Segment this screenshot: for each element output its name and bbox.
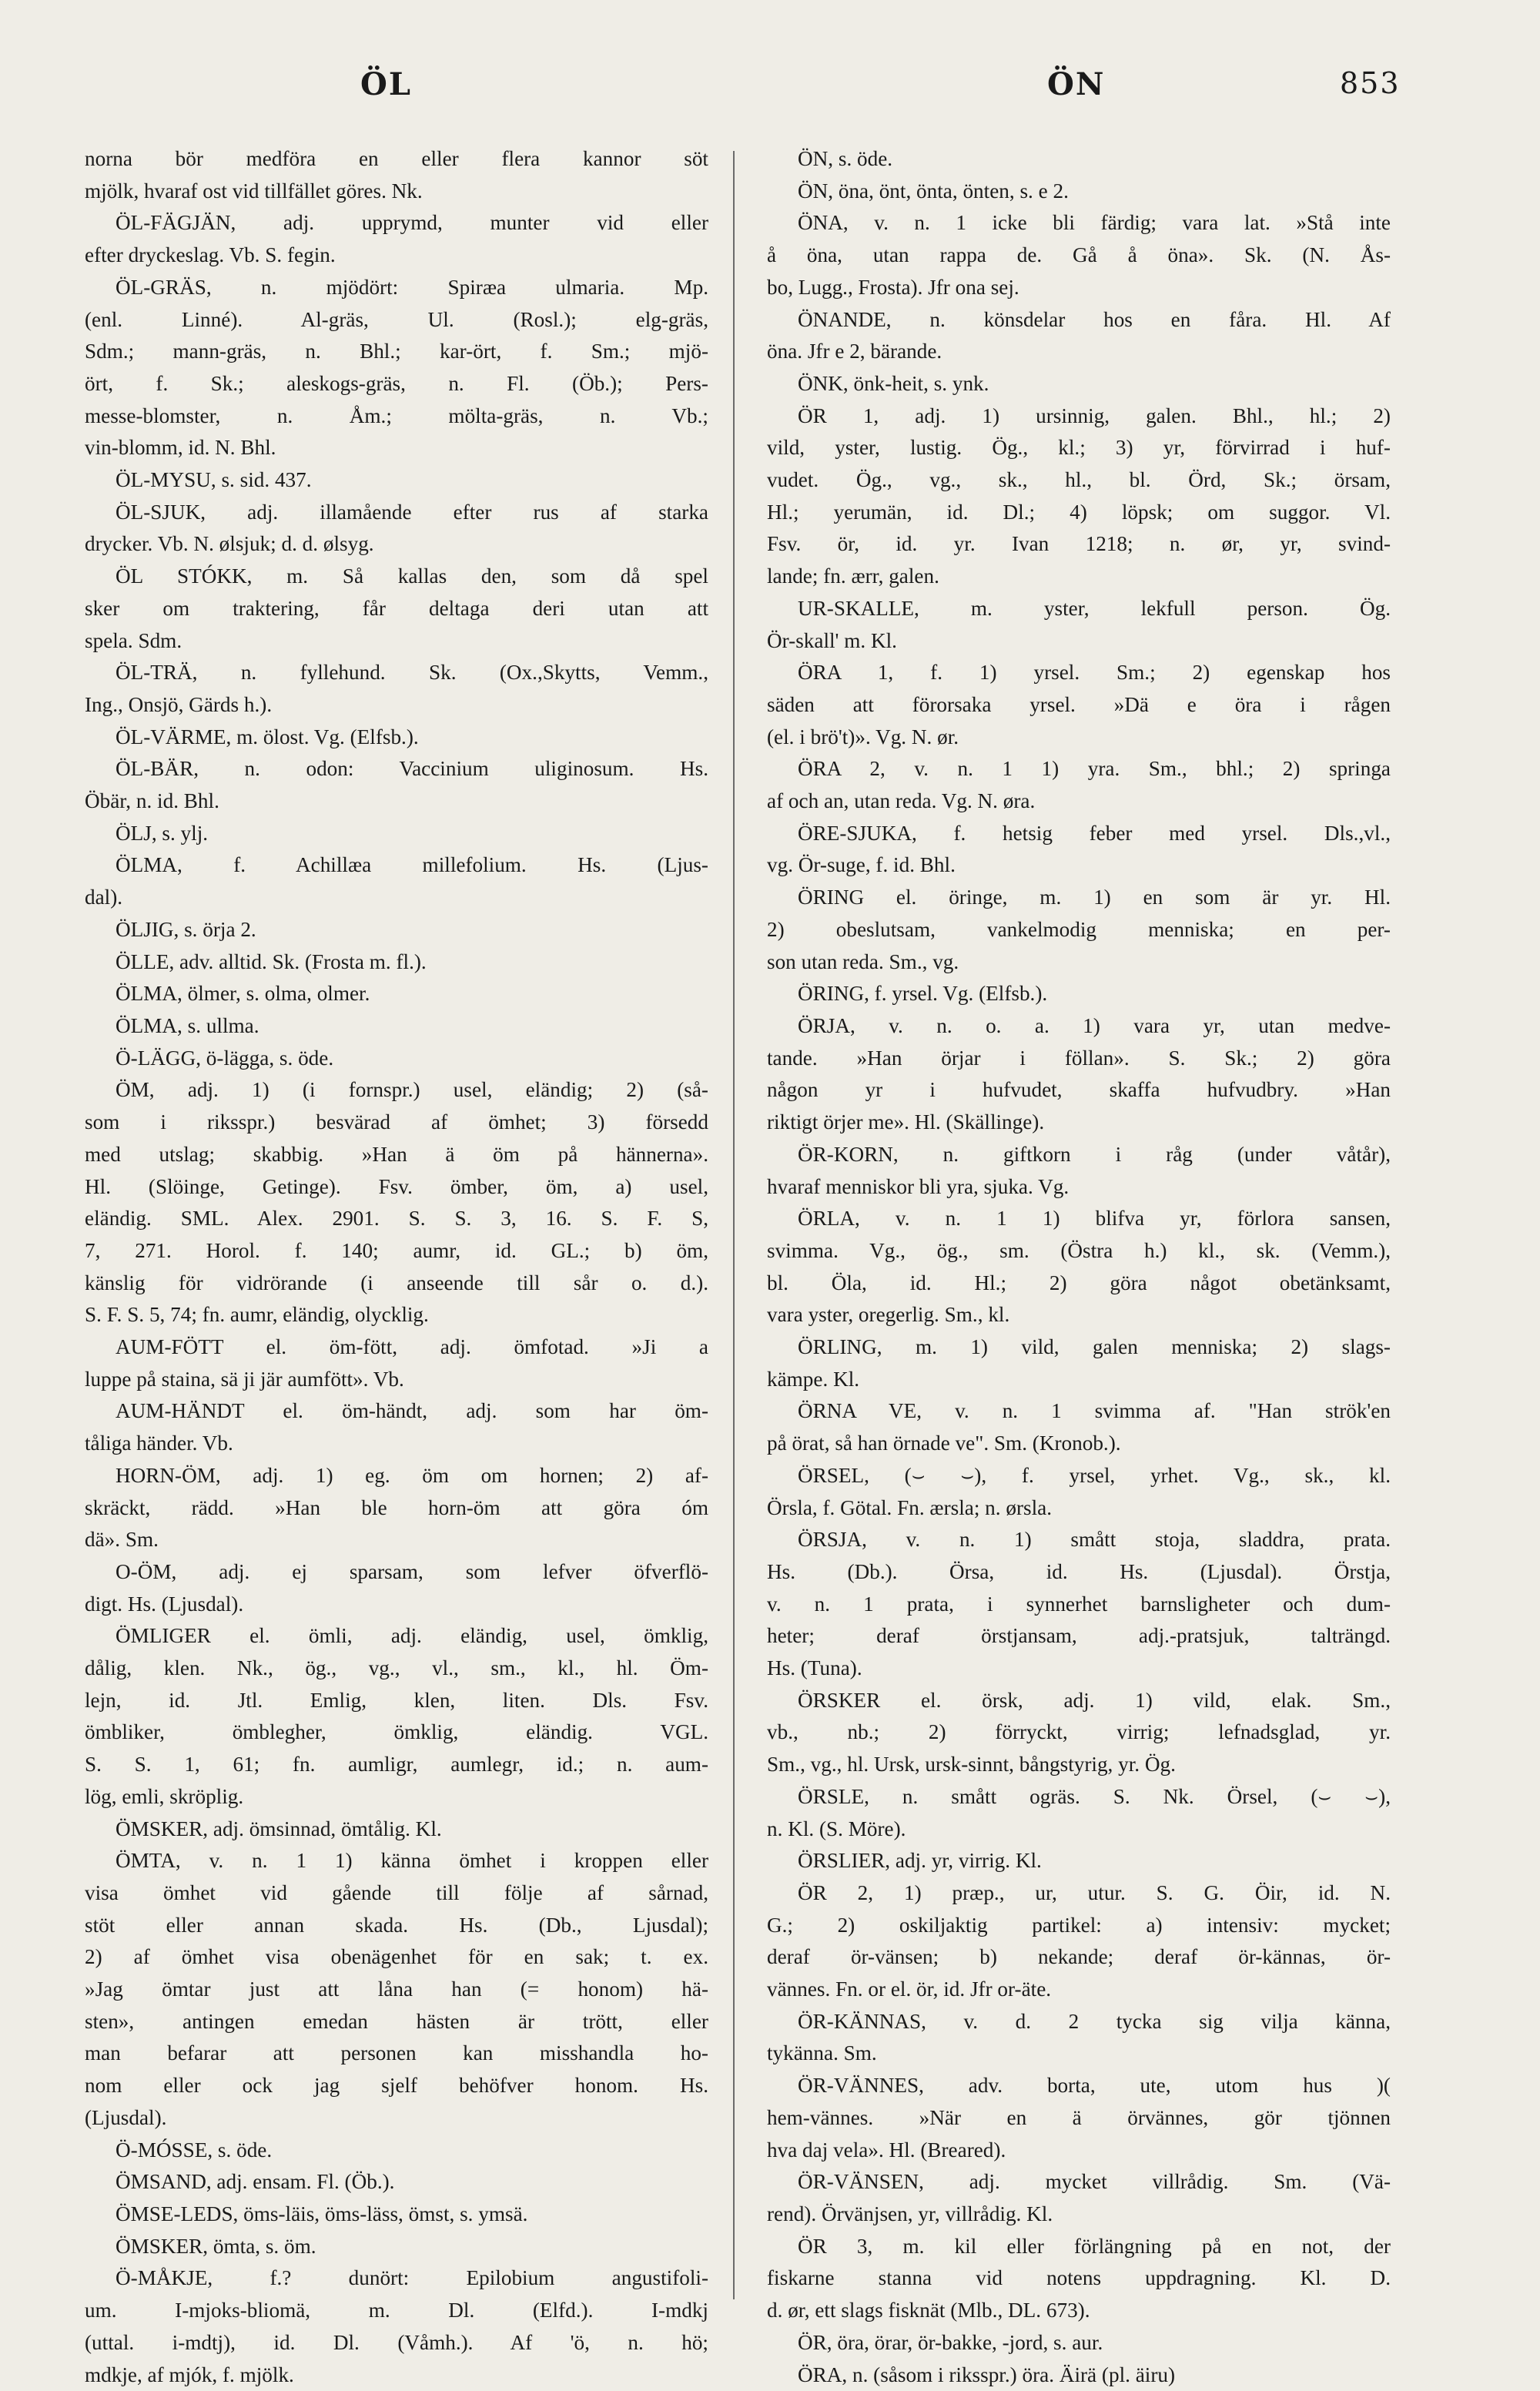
text-line: å öna, utan rappa de. Gå å öna». Sk. (N. Ås-	[767, 243, 1391, 267]
text-line: med utslag; skabbig. »Han ä öm på hännerna».	[85, 1142, 708, 1166]
text-line: ÖLMA, s. ullma.	[116, 1013, 259, 1037]
text-line: vännes. Fn. or el. ör, id. Jfr or-äte.	[767, 1977, 1052, 2001]
text-line: sten», antingen emedan hästen är trött, eller	[85, 2009, 708, 2033]
text-line: ÖMSE-LEDS, öms-läis, öms-läss, ömst, s. ymsä.	[116, 2202, 528, 2225]
text-line: ÖRSLE, n. smått ogräs. S. Nk. Örsel, (⌣ ⌣),	[798, 1784, 1391, 1808]
text-line: ÖL STÓKK, m. Så kallas den, som då spel	[116, 564, 708, 588]
page-header	[0, 66, 1540, 112]
text-line: ÖRA, n. (såsom i riksspr.) öra. Äirä (pl. äiru)	[798, 2363, 1176, 2386]
text-line: son utan reda. Sm., vg.	[767, 949, 959, 973]
text-line: säden att förorsaka yrsel. »Dä e öra i rågen	[767, 692, 1391, 716]
text-line: ÖLJIG, s. örja 2.	[116, 917, 256, 941]
text-line: n. Kl. (S. Möre).	[767, 1817, 906, 1840]
text-line: ÖL-FÄGJÄN, adj. upprymd, munter vid eller	[116, 211, 708, 235]
text-line: dålig, klen. Nk., ög., vg., vl., sm., kl., hl. Öm-	[85, 1656, 708, 1680]
text-line: norna bör medföra en eller flera kannor söt	[85, 147, 708, 170]
text-line: vin-blomm, id. N. Bhl.	[85, 436, 276, 460]
text-line: ÖMSKER, adj. ömsinnad, ömtålig. Kl.	[116, 1817, 442, 1840]
text-line: ÖLMA, f. Achillæa millefolium. Hs. (Ljus-	[116, 853, 708, 877]
text-line: ÖRSLIER, adj. yr, virrig. Kl.	[798, 1849, 1042, 1873]
text-line: UR-SKALLE, m. yster, lekfull person. Ög.	[798, 596, 1391, 620]
text-line: Hs. (Db.). Örsa, id. Hs. (Ljusdal). Örstja,	[767, 1559, 1391, 1583]
text-line: HORN-ÖM, adj. 1) eg. öm om hornen; 2) af-	[116, 1463, 708, 1487]
text-line: ÖN, öna, önt, önta, önten, s. e 2.	[798, 179, 1069, 203]
text-line: tykänna. Sm.	[767, 2041, 877, 2065]
text-line: ört, f. Sk.; aleskogs-gräs, n. Fl. (Öb.); Pers-	[85, 371, 708, 395]
text-line: rend). Örvänjsen, yr, villrådig. Kl.	[767, 2202, 1053, 2225]
text-line: Sm., vg., hl. Ursk, ursk-sinnt, bångstyrig, yr. Ög.	[767, 1753, 1176, 1777]
text-line: kämpe. Kl.	[767, 1367, 860, 1391]
text-line: 2) obeslutsam, vankelmodig menniska; en per-	[767, 917, 1391, 941]
text-line: »Jag ömtar just att låna han (= honom) hä-	[85, 1977, 708, 2001]
text-line: ÖRING, f. yrsel. Vg. (Elfsb.).	[798, 982, 1048, 1006]
text-line: Ö-LÄGG, ö-lägga, s. öde.	[116, 1046, 334, 1070]
text-line: ÖN, s. öde.	[798, 147, 893, 170]
text-line: dä». Sm.	[85, 1528, 159, 1552]
column-divider	[733, 151, 735, 2299]
text-line: ÖRING el. öringe, m. 1) en som är yr. Hl.	[798, 886, 1391, 909]
text-line: ÖL-BÄR, n. odon: Vaccinium uliginosum. Hs.	[116, 757, 708, 781]
text-line: ÖRJA, v. n. o. a. 1) vara yr, utan medve-	[798, 1013, 1391, 1037]
text-line: ÖNA, v. n. 1 icke bli färdig; vara lat. »Stå inte	[798, 211, 1391, 235]
text-line: efter dryckeslag. Vb. S. fegin.	[85, 243, 336, 267]
text-line: ÖRLING, m. 1) vild, galen menniska; 2) slags-	[798, 1335, 1391, 1359]
text-line: hem-vännes. »När en ä örvännes, gör tjönnen	[767, 2105, 1391, 2129]
text-line: vg. Ör-suge, f. id. Bhl.	[767, 853, 956, 877]
text-line: vudet. Ög., vg., sk., hl., bl. Örd, Sk.; örsam,	[767, 468, 1391, 492]
text-line: på örat, så han örnade ve". Sm. (Kronob.).	[767, 1432, 1121, 1455]
text-line: ÖR-KORN, n. giftkorn i råg (under våtår),	[798, 1142, 1391, 1166]
text-line: ÖRA 1, f. 1) yrsel. Sm.; 2) egenskap hos	[798, 661, 1391, 685]
text-line: ÖRE-SJUKA, f. hetsig feber med yrsel. Dls.,vl.,	[798, 821, 1391, 845]
header-left-word: ÖL	[360, 66, 412, 102]
text-line: ÖR 1, adj. 1) ursinnig, galen. Bhl., hl.; 2)	[798, 404, 1391, 427]
text-line: S. S. 1, 61; fn. aumligr, aumlegr, id.; n. aum-	[85, 1753, 708, 1777]
text-line: Ing., Onsjö, Gärds h.).	[85, 692, 273, 716]
text-line: deraf ör-vänsen; b) nekande; deraf ör-kännas, ör-	[767, 1945, 1391, 1969]
text-line: lande; fn. ærr, galen.	[767, 564, 939, 588]
text-line: ÖLJ, s. ylj.	[116, 821, 209, 845]
text-line: af och an, utan reda. Vg. N. øra.	[767, 789, 1036, 813]
text-line: eländig. SML. Alex. 2901. S. S. 3, 16. S. F. S,	[85, 1207, 708, 1231]
text-line: Örsla, f. Götal. Fn. ærsla; n. ørsla.	[767, 1495, 1053, 1519]
text-line: (enl. Linné). Al-gräs, Ul. (Rosl.); elg-gräs,	[85, 307, 708, 331]
text-line: ÖRSKER el. örsk, adj. 1) vild, elak. Sm.,	[798, 1688, 1391, 1712]
text-line: AUM-HÄNDT el. öm-händt, adj. som har öm-	[116, 1399, 708, 1423]
text-line: (Ljusdal).	[85, 2105, 167, 2129]
text-line: messe-blomster, n. Åm.; mölta-gräs, n. Vb.;	[85, 404, 708, 427]
text-line: AUM-FÖTT el. öm-fött, adj. ömfotad. »Ji a	[116, 1335, 708, 1359]
text-line: Ö-MÓSSE, s. öde.	[116, 2138, 273, 2162]
text-line: v. n. 1 prata, i synnerhet barnsligheter och dum-	[767, 1592, 1391, 1616]
text-line: ÖR-KÄNNAS, v. d. 2 tycka sig vilja känna,	[798, 2009, 1391, 2033]
text-line: ÖL-GRÄS, n. mjödört: Spiræa ulmaria. Mp.	[116, 275, 708, 299]
text-line: ÖL-VÄRME, m. ölost. Vg. (Elfsb.).	[116, 725, 419, 748]
text-line: som i riksspr.) besvärad af ömhet; 3) försedd	[85, 1110, 708, 1134]
text-line: ÖLMA, ölmer, s. olma, olmer.	[116, 982, 370, 1006]
text-line: ÖMSKER, ömta, s. öm.	[116, 2234, 316, 2258]
text-line: Hs. (Tuna).	[767, 1656, 862, 1680]
text-line: heter; deraf örstjansam, adj.-pratsjuk, talträngd.	[767, 1624, 1391, 1648]
text-line: S. F. S. 5, 74; fn. aumr, eländig, olycklig.	[85, 1303, 429, 1327]
text-line: ÖR, öra, örar, ör-bakke, -jord, s. aur.	[798, 2330, 1103, 2354]
text-line: mdkje, af mjók, f. mjölk.	[85, 2363, 294, 2386]
text-line: Sdm.; mann-gräs, n. Bhl.; kar-ört, f. Sm.; mjö-	[85, 340, 708, 363]
text-line: ÖL-MYSU, s. sid. 437.	[116, 468, 312, 492]
text-line: ÖR 2, 1) præp., ur, utur. S. G. Öir, id. N.	[798, 1880, 1391, 1904]
text-line: ÖNANDE, n. könsdelar hos en fåra. Hl. Af	[798, 307, 1391, 331]
text-line: Hl.; yerumän, id. Dl.; 4) löpsk; om suggor. Vl.	[767, 500, 1391, 524]
text-line: vb., nb.; 2) förryckt, virrig; lefnadsglad, yr.	[767, 1720, 1391, 1744]
text-line: riktigt örjer me». Hl. (Skällinge).	[767, 1110, 1045, 1134]
text-line: ÖMSAND, adj. ensam. Fl. (Öb.).	[116, 2170, 395, 2194]
text-line: ÖMTA, v. n. 1 1) känna ömhet i kroppen eller	[116, 1849, 708, 1873]
text-line: d. ør, ett slags fisknät (Mlb., DL. 673).	[767, 2299, 1090, 2322]
text-line: digt. Hs. (Ljusdal).	[85, 1592, 244, 1616]
text-line: sker om traktering, får deltaga deri utan att	[85, 596, 708, 620]
text-line: ÖRLA, v. n. 1 1) blifva yr, förlora sansen,	[798, 1207, 1391, 1231]
text-line: ÖR 3, m. kil eller förlängning på en not, der	[798, 2234, 1391, 2258]
text-line: Ör-skall' m. Kl.	[767, 628, 897, 652]
text-line: spela. Sdm.	[85, 628, 182, 652]
text-line: ömbliker, ömblegher, ömklig, eländig. VGL.	[85, 1720, 708, 1744]
text-line: O-ÖM, adj. ej sparsam, som lefver öfverflö-	[116, 1559, 708, 1583]
right-column	[767, 143, 1391, 2391]
page-number: 853	[1340, 66, 1401, 100]
text-line: ÖRA 2, v. n. 1 1) yra. Sm., bhl.; 2) springa	[798, 757, 1391, 781]
text-line: man befarar att personen kan misshandla ho-	[85, 2041, 708, 2065]
text-line: ÖR-VÄNSEN, adj. mycket villrådig. Sm. (Vä-	[798, 2170, 1391, 2194]
text-line: öna. Jfr e 2, bärande.	[767, 340, 942, 363]
text-line: Hl. (Slöinge, Getinge). Fsv. ömber, öm, a) usel,	[85, 1174, 708, 1198]
text-line: tåliga händer. Vb.	[85, 1432, 233, 1455]
left-column	[85, 143, 708, 2391]
text-line: um. I-mjoks-bliomä, m. Dl. (Elfd.). I-mdkj	[85, 2299, 708, 2322]
text-line: vild, yster, lustig. Ög., kl.; 3) yr, förvirrad i huf-	[767, 436, 1391, 460]
text-line: hva daj vela». Hl. (Breared).	[767, 2138, 1006, 2162]
text-line: skräckt, rädd. »Han ble horn-öm att göra óm	[85, 1495, 708, 1519]
text-line: ÖL-SJUK, adj. illamående efter rus af starka	[116, 500, 708, 524]
text-line: vara yster, oregerlig. Sm., kl.	[767, 1303, 1010, 1327]
text-line: visa ömhet vid gående till följe af sårnad,	[85, 1880, 708, 1904]
text-line: stöt eller annan skada. Hs. (Db., Ljusdal);	[85, 1913, 708, 1937]
text-line: luppe på staina, sä ji jär aumfött». Vb.	[85, 1367, 404, 1391]
text-line: någon yr i hufvudet, skaffa hufvudbry. »Han	[767, 1078, 1391, 1102]
text-line: ÖRSJA, v. n. 1) smått stoja, sladdra, prata.	[798, 1528, 1391, 1552]
header-right-word: ÖN	[1047, 66, 1106, 102]
text-line: (uttal. i-mdtj), id. Dl. (Våmh.). Af 'ö, n. hö;	[85, 2330, 708, 2354]
text-line: dal).	[85, 886, 123, 909]
text-line: ÖMLIGER el. ömli, adj. eländig, usel, ömklig,	[116, 1624, 708, 1648]
text-line: ÖM, adj. 1) (i fornspr.) usel, eländig; 2) (så-	[116, 1078, 708, 1102]
text-line: Ö-MÅKJE, f.? dunört: Epilobium angustifoli-	[116, 2266, 708, 2290]
text-line: drycker. Vb. N. ølsjuk; d. d. ølsyg.	[85, 532, 374, 556]
text-line: bo, Lugg., Frosta). Jfr ona sej.	[767, 275, 1019, 299]
text-line: ÖNK, önk-heit, s. ynk.	[798, 371, 989, 395]
text-line: ÖR-VÄNNES, adv. borta, ute, utom hus )(	[798, 2074, 1391, 2098]
text-line: ÖL-TRÄ, n. fyllehund. Sk. (Ox.,Skytts, Vemm.,	[116, 661, 708, 685]
text-line: hvaraf menniskor bli yra, sjuka. Vg.	[767, 1174, 1070, 1198]
text-line: känslig för vidrörande (i anseende till sår o. d.).	[85, 1271, 708, 1294]
text-line: 2) af ömhet visa obenägenhet för en sak; t. ex.	[85, 1945, 708, 1969]
text-line: svimma. Vg., ög., sm. (Östra h.) kl., sk. (Vemm.),	[767, 1238, 1391, 1262]
text-line: bl. Öla, id. Hl.; 2) göra något obetänksamt,	[767, 1271, 1391, 1294]
text-line: Fsv. ör, id. yr. Ivan 1218; n. ør, yr, svind-	[767, 532, 1391, 556]
text-line: mjölk, hvaraf ost vid tillfället göres. Nk.	[85, 179, 423, 203]
text-line: ÖRNA VE, v. n. 1 svimma af. "Han strök'en	[798, 1399, 1391, 1423]
text-line: ÖLLE, adv. alltid. Sk. (Frosta m. fl.).	[116, 949, 427, 973]
text-line: (el. i brö't)». Vg. N. ør.	[767, 725, 959, 748]
text-line: Öbär, n. id. Bhl.	[85, 789, 219, 813]
text-line: fiskarne stanna vid notens uppdragning. Kl. D.	[767, 2266, 1391, 2290]
text-line: nom eller ock jag sjelf behöfver honom. Hs.	[85, 2074, 708, 2098]
text-line: tande. »Han örjar i föllan». S. Sk.; 2) göra	[767, 1046, 1391, 1070]
text-line: lejn, id. Jtl. Emlig, klen, liten. Dls. Fsv.	[85, 1688, 708, 1712]
text-line: ÖRSEL, (⌣ ⌣), f. yrsel, yrhet. Vg., sk., kl.	[798, 1463, 1391, 1487]
text-line: G.; 2) oskiljaktig partikel: a) intensiv: mycket;	[767, 1913, 1391, 1937]
text-line: 7, 271. Horol. f. 140; aumr, id. GL.; b) öm,	[85, 1238, 708, 1262]
text-line: lög, emli, skröplig.	[85, 1784, 244, 1808]
